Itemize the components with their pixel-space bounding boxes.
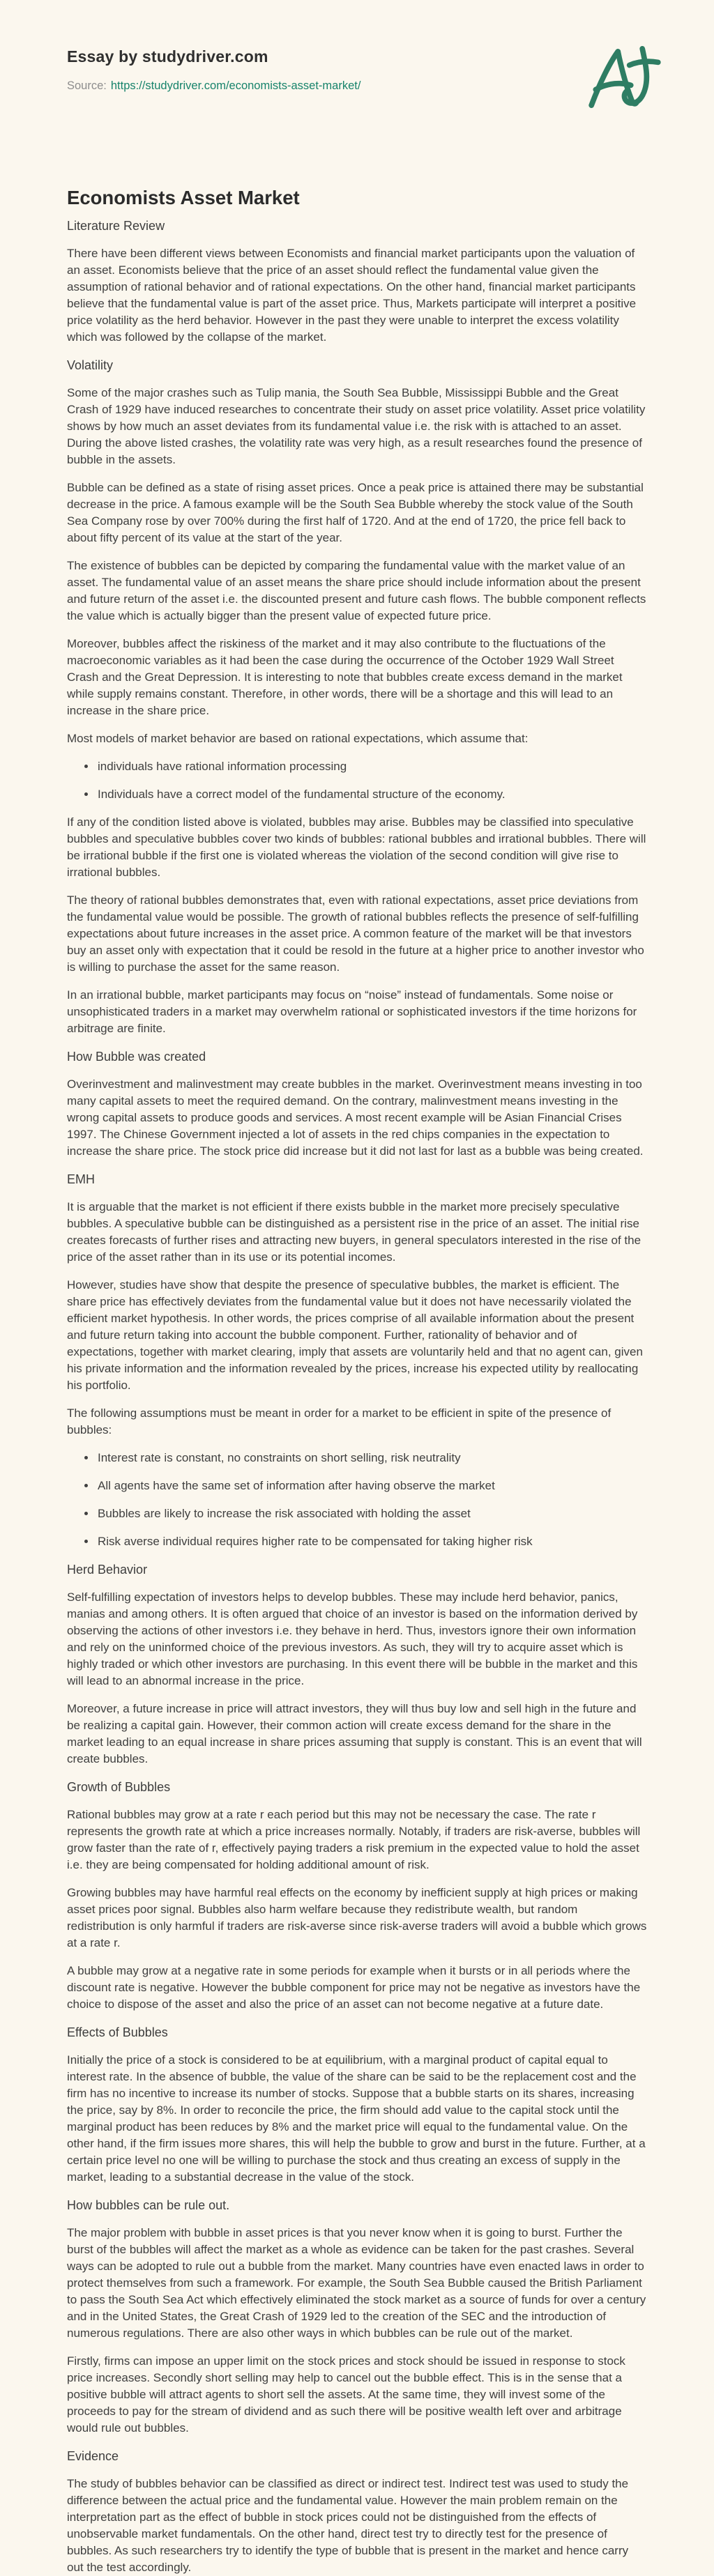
paragraph: The following assumptions must be meant in order for a market to be efficient in spite of the presence of bubbles: xyxy=(67,1406,612,1436)
paragraph: Growing bubbles may have harmful real effects on the economy by inefficient supply at high prices or making asset prices poor signal. Bubbles also harm welfare because they redistribute wealth, but random redistribution is only harmful if traders are risk-averse since risk-averse traders will avoid a bubble which grows at a rate r. xyxy=(67,1886,647,1949)
list-item: • Individuals have a correct model of the fundamental structure of the economy. xyxy=(96,786,647,803)
source-link[interactable]: https://studydriver.com/economists-asset-market/ xyxy=(110,79,361,92)
bullet-list xyxy=(67,1450,647,1550)
paragraph: Firstly, firms can impose an upper limit on the stock prices and stock should be issued in response to stock price increases. Secondly short selling may help to cancel out the bubble effect. This is in the sense that a positive bubble will attract agents to short sell the assets. At the same time, they will invest some of the proceeds to pay for the stream of dividend and as such there will be positive wealth left over and arbitrage would rule out bubbles. xyxy=(67,2354,625,2435)
section-heading: Literature Review xyxy=(67,219,165,233)
a-plus-logo xyxy=(587,45,662,112)
source-label: Source: xyxy=(67,79,107,92)
paragraph: However, studies have show that despite the presence of speculative bubbles, the market is efficient. The share price has effectively deviates from the fundamental value but it does not have necessarily violated the efficient market hypothesis. In other words, the prices comprise of all available information about the present and future return taking into account the bubble component. Further, rationality of behavior and of expectations, together with market clearing, imply that assets are voluntarily held and that no agent can, given his private information and the information revealed by the prices, increase his expected utility by reallocating his portfolio. xyxy=(67,1278,643,1392)
section-heading: Volatility xyxy=(67,358,114,372)
page-header xyxy=(67,46,647,94)
section-heading: EMH xyxy=(67,1172,95,1186)
paragraph: Initially the price of a stock is considered to be at equilibrium, with a marginal product of capital equal to interest rate. In the absence of bubble, the value of the share can be said to be the replacement cost and the firm has no incentive to increase its number of stocks. Suppose that a bubble starts on its shares, increasing the price, say by 8%. In order to reconcile the price, the firm should add value to the capital stock until the marginal product has been reduces by 8% and the market price will equal to the fundamental value. On the other hand, if the firm issues more shares, this will help the bubble to grow and burst in the future. Further, at a certain price level no one will be willing to purchase the stock and thus creating an excess of supply in the market, leading to a substantial decrease in the value of the stock. xyxy=(67,2053,646,2184)
section-heading: Growth of Bubbles xyxy=(67,1780,171,1794)
paragraph: Self-fulfilling expectation of investors helps to develop bubbles. These may include herd behavior, panics, manias and among others. It is often argued that choice of an investor is based on the information derived by observing the actions of other investors i.e. they behave in herd. Thus, investors ignore their own information and rely on the uninformed choice of the previous investors. As such, they will try to acquire asset which is highly traded or which other investors are purchasing. In this event there will be bubble in the market and this will lead to an abnormal increase in the price. xyxy=(67,1590,638,1687)
paragraph: The major problem with bubble in asset prices is that you never know when it is going to burst. Further the burst of the bubbles will affect the market as a whole as evidence can be taken for the past crashes. Several ways can be adopted to rule out a bubble from the market. Many countries have even enacted laws in order to protect themselves from such a framework. For example, the South Sea Bubble caused the British Parliament to pass the South Sea Act which effectively eliminated the stock market as a source of funds for over a century and in the United States, the Great Crash of 1929 led to the creation of the SEC and the introduction of numerous regulations. There are also other ways in which bubbles can be rule out of the market. xyxy=(67,2226,646,2340)
article xyxy=(67,185,647,2576)
paragraph: Most models of market behavior are based on rational expectations, which assume that: xyxy=(67,732,529,745)
section-heading: How bubbles can be rule out. xyxy=(67,2198,230,2212)
list-item: • individuals have rational information processing xyxy=(96,758,647,775)
paragraph: Rational bubbles may grow at a rate r each period but this may not be necessary the case. The rate r represents the growth rate at which a price increases normally. Notably, if traders are risk-averse, bubbles will grow faster than the rate of r, effectively paying traders a risk premium in the expected value to hold the asset i.e. they are being compensated for holding additional amount of risk. xyxy=(67,1808,641,1871)
header-title: Essay by studydriver.com xyxy=(67,47,268,66)
paragraph: Overinvestment and malinvestment may create bubbles in the market. Overinvestment means investing in too many capital assets to meet the required demand. On the contrary, malinvestment means investing in the wrong capital assets to produce goods and services. A most recent example will be Asian Financial Crises 1997. The Chinese Government injected a lot of assets in the red chips companies in the expectation to increase the share price. The stock price did increase but it did not last for last as a bubble was being created. xyxy=(67,1078,644,1158)
source-line xyxy=(67,77,647,94)
page-title: Economists Asset Market xyxy=(67,187,300,208)
article-body xyxy=(67,217,647,2576)
section-heading: How Bubble was created xyxy=(67,1050,206,1064)
section-heading: Evidence xyxy=(67,2449,119,2463)
paragraph: In an irrational bubble, market participants may focus on “noise” instead of fundamentals. Some noise or unsophisticated traders in a market may overwhelm rational or sophisticated investors if the time horizons for arbitrage are finite. xyxy=(67,988,637,1035)
paragraph: There have been different views between Economists and financial market participants upon the valuation of an asset. Economists believe that the price of an asset should reflect the fundamental value given the assumption of rational behavior and of rational expectations. On the other hand, financial market participants believe that the fundamental value is part of the asset price. Thus, Markets participate will interpret a positive price volatility as the herd behavior. However in the past they were unable to interpret the excess volatility which was followed by the collapse of the market. xyxy=(67,247,637,344)
list-item: • Risk averse individual requires higher rate to be compensated for taking higher risk xyxy=(96,1533,647,1550)
paragraph: It is arguable that the market is not efficient if there exists bubble in the market more precisely speculative bubbles. A speculative bubble can be distinguished as a persistent rise in the price of an asset. The initial rise creates forecasts of further rises and attracting new buyers, in general speculators interested in the rise of the price of the asset rather than in its use or its potential incomes. xyxy=(67,1200,641,1264)
section-heading: Effects of Bubbles xyxy=(67,2025,168,2039)
list-item: • Interest rate is constant, no constraints on short selling, risk neutrality xyxy=(96,1450,647,1466)
section-heading: Herd Behavior xyxy=(67,1563,148,1577)
paragraph: The existence of bubbles can be depicted by comparing the fundamental value with the market value of an asset. The fundamental value of an asset means the share price should include information about the present and future return of the asset i.e. the discounted present and future cash flows. The bubble component reflects the value which is actually bigger than the present value of expected future price. xyxy=(67,559,646,622)
paragraph: Bubble can be defined as a state of rising asset prices. Once a peak price is attained there may be substantial decrease in the price. A famous example will be the South Sea Bubble whereby the stock value of the South Sea Company rose by over 700% during the first half of 1720. And at the end of 1720, the price fell back to about fifty percent of its value at the start of the year. xyxy=(67,481,644,544)
paragraph: The theory of rational bubbles demonstrates that, even with rational expectations, asset price deviations from the fundamental value would be possible. The growth of rational bubbles reflects the presence of self-fulfilling expectations about future increases in the asset price. A common feature of the market will be that investors buy an asset only with expectation that it could be resold in the future at a higher price to another investor who is willing to purchase the asset for the same reason. xyxy=(67,894,644,974)
bullet-list xyxy=(67,758,647,803)
paragraph: Moreover, bubbles affect the riskiness of the market and it may also contribute to the fluctuations of the macroeconomic variables as it had been the case during the occurrence of the October 1929 Wall Street Crash and the Great Depression. It is interesting to note that bubbles create excess demand in the market while supply remains constant. Therefore, in other words, there will be a shortage and this will lead to an increase in the share price. xyxy=(67,637,623,717)
list-item: • Bubbles are likely to increase the risk associated with holding the asset xyxy=(96,1505,647,1522)
paragraph: Some of the major crashes such as Tulip mania, the South Sea Bubble, Mississippi Bubble and the Great Crash of 1929 have induced researches to concentrate their study on asset price volatility. Asset price volatility shows by how much an asset deviates from its fundamental value i.e. the risk with is attached to an asset. During the above listed crashes, the volatility rate was very high, as a result researches found the presence of bubble in the assets. xyxy=(67,386,646,466)
paragraph: If any of the condition listed above is violated, bubbles may arise. Bubbles may be classified into speculative bubbles and speculative bubbles cover two kinds of bubbles: rational bubbles and irrational bubbles. There will be irrational bubble if the first one is violated whereas the violation of the second condition will give rise to irrational bubbles. xyxy=(67,815,646,879)
paragraph: Moreover, a future increase in price will attract investors, they will thus buy low and sell high in the future and be realizing a capital gain. However, their common action will create excess demand for the share in the market leading to an equal increase in share prices assuming that supply is constant. This is an event that will create bubbles. xyxy=(67,1702,642,1765)
paragraph: The study of bubbles behavior can be classified as direct or indirect test. Indirect test was used to study the difference between the actual price and the fundamental value. However the main problem remain on the interpretation part as the effect of bubble in stock prices could not be distinguished from the effects of unobservable market fundamentals. On the other hand, direct test try to directly test for the presence of bubbles. As such researchers try to identify the type of bubble that is present in the market and hence carry out the test accordingly. xyxy=(67,2477,629,2574)
list-item: • All agents have the same set of information after having observe the market xyxy=(96,1478,647,1494)
paragraph: A bubble may grow at a negative rate in some periods for example when it bursts or in all periods where the discount rate is negative. However the bubble component for price may not be negative as investors have the choice to dispose of the asset and also the price of an asset can not become negative at a future date. xyxy=(67,1964,641,2011)
